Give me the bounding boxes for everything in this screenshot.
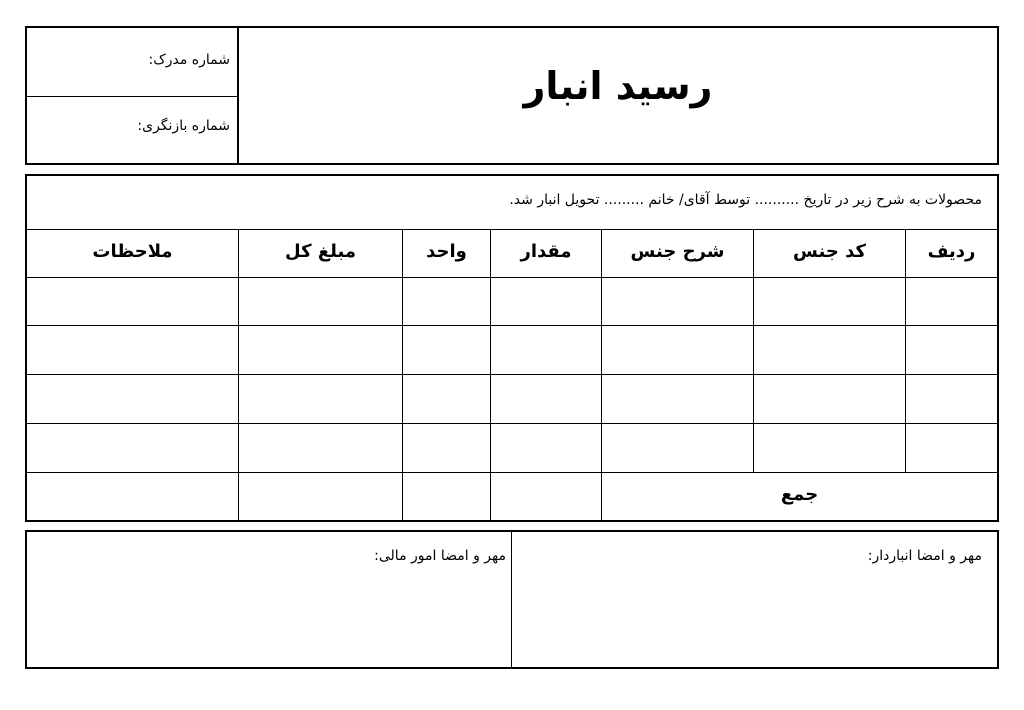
table-row-line — [27, 325, 997, 326]
table-column-line — [905, 230, 906, 472]
intro-text: محصولات به شرح زیر در تاریخ .......... توسط آقای/ خانم ......... تحویل انبار شد. — [509, 192, 982, 208]
table-total-line — [27, 472, 997, 473]
page-title: رسید انبار — [523, 64, 713, 108]
finance-signature-label: مهر و امضا امور مالی: — [374, 548, 506, 564]
warehouse-keeper-signature-label: مهر و امضا انباردار: — [867, 548, 982, 564]
tracking-number-label: شماره بازنگری: — [137, 118, 230, 134]
table-column-line — [238, 230, 239, 520]
table-header-top-line — [27, 229, 997, 230]
signature-divider — [511, 531, 512, 668]
table-row-line — [27, 423, 997, 424]
column-header-row-number: ردیف — [927, 241, 976, 262]
header-meta-divider — [27, 96, 237, 97]
table-row-line — [27, 374, 997, 375]
column-header-unit: واحد — [426, 241, 467, 262]
signature-box — [25, 530, 999, 669]
table-column-line — [490, 230, 491, 520]
table-header-bottom-line — [27, 277, 997, 278]
table-column-line — [402, 230, 403, 520]
table-column-line — [753, 230, 754, 472]
total-label: جمع — [780, 484, 819, 505]
column-header-quantity: مقدار — [520, 241, 572, 262]
column-header-item-code: کد جنس — [793, 241, 866, 262]
column-header-item-description: شرح جنس — [630, 241, 725, 262]
column-header-remarks: ملاحظات — [92, 241, 173, 262]
table-column-line — [601, 230, 602, 520]
receipt-table-box — [25, 174, 999, 522]
column-header-total-amount: مبلغ کل — [285, 241, 356, 262]
document-number-label: شماره مدرک: — [148, 52, 230, 68]
